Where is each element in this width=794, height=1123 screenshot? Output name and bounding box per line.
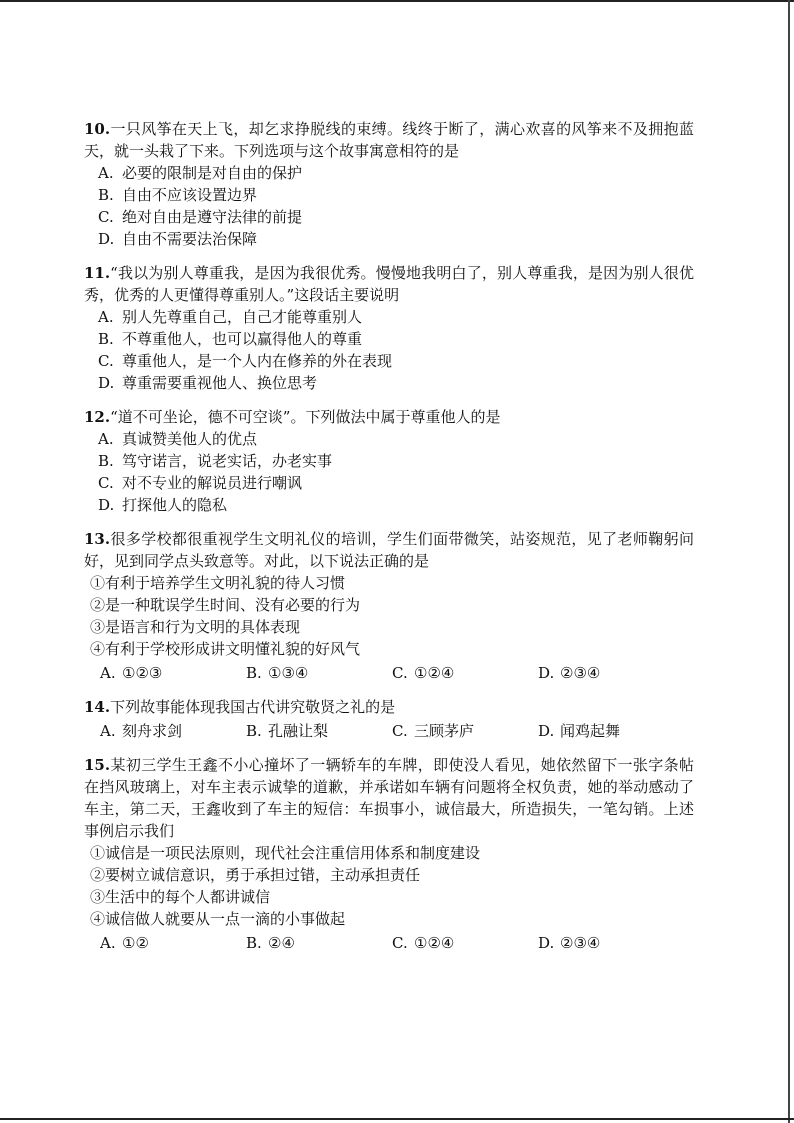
option-text: ②③④ — [560, 664, 601, 682]
stem-text: 一只风筝在天上飞，却乞求挣脱线的束缚。线终于断了，满心欢喜的风筝来不及拥抱蓝天，就一头栽了下来。下列选项与这个故事寓意相符的是 — [84, 120, 694, 160]
statement-4: ④有利于学校形成讲文明懂礼貌的好风气 — [90, 640, 361, 658]
page-edge-top — [0, 0, 794, 2]
page-edge-right — [788, 0, 790, 1123]
stem-text: 下列故事能体现我国古代讲究敬贤之礼的是 — [110, 698, 396, 716]
option-text: 别人先尊重自己，自己才能尊重别人 — [122, 308, 363, 326]
question-15 — [84, 754, 694, 954]
option-text: 闻鸡起舞 — [560, 722, 621, 740]
choice-a — [100, 720, 246, 742]
option-letter: C. — [98, 352, 114, 370]
question-stem — [84, 528, 694, 572]
question-stem — [84, 262, 694, 306]
option-text: ②④ — [268, 934, 295, 952]
question-stem — [84, 754, 694, 842]
option-text: 尊重他人，是一个人内在修养的外在表现 — [122, 352, 393, 370]
question-12 — [84, 406, 694, 516]
question-13 — [84, 528, 694, 684]
option-text: 笃守诺言，说老实话，办老实事 — [122, 452, 333, 470]
question-stem — [84, 406, 694, 428]
option-text: ①③④ — [268, 664, 309, 682]
option-text: 对不专业的解说员进行嘲讽 — [122, 474, 303, 492]
question-11 — [84, 262, 694, 394]
question-number: 15. — [84, 756, 111, 774]
option-text: ②③④ — [560, 934, 601, 952]
option-a — [84, 428, 694, 450]
choice-c — [392, 662, 538, 684]
option-letter: B. — [246, 664, 262, 682]
option-text: 不尊重他人，也可以赢得他人的尊重 — [122, 330, 363, 348]
option-text: 必要的限制是对自由的保护 — [122, 164, 303, 182]
choice-row — [84, 662, 694, 684]
question-number: 11. — [84, 264, 111, 282]
choice-row — [84, 932, 694, 954]
option-letter: A. — [100, 664, 116, 682]
option-c — [84, 350, 694, 372]
choice-c — [392, 720, 538, 742]
option-b — [84, 328, 694, 350]
statement-4: ④诚信做人就要从一点一滴的小事做起 — [90, 910, 346, 928]
question-number: 10. — [84, 120, 111, 138]
question-number: 14. — [84, 698, 111, 716]
option-text: 打探他人的隐私 — [122, 496, 228, 514]
option-letter: A. — [98, 430, 114, 448]
option-letter: D. — [98, 496, 115, 514]
statement-1: ①有利于培养学生文明礼貌的待人习惯 — [90, 574, 346, 592]
option-letter: B. — [98, 186, 114, 204]
option-letter: B. — [98, 330, 114, 348]
statement-2: ②要树立诚信意识，勇于承担过错，主动承担责任 — [90, 866, 421, 884]
option-d — [84, 228, 694, 250]
option-letter: B. — [246, 934, 262, 952]
option-letter: B. — [246, 722, 262, 740]
option-text: 尊重需要重视他人、换位思考 — [122, 374, 318, 392]
statement-2: ②是一种耽误学生时间、没有必要的行为 — [90, 596, 361, 614]
option-text: ①②③ — [122, 664, 163, 682]
question-10 — [84, 118, 694, 250]
option-c — [84, 472, 694, 494]
choice-a — [100, 932, 246, 954]
question-14 — [84, 696, 694, 742]
question-stem — [84, 696, 694, 718]
statement-3: ③生活中的每个人都讲诚信 — [90, 888, 271, 906]
option-text: 三顾茅庐 — [414, 722, 475, 740]
question-number: 12. — [84, 408, 111, 426]
stem-text: 很多学校都很重视学生文明礼仪的培训，学生们面带微笑，站姿规范，见了老师鞠躬问好，见到同学点头致意等。对此，以下说法正确的是 — [84, 530, 694, 570]
statement-3: ③是语言和行为文明的具体表现 — [90, 618, 301, 636]
option-c — [84, 206, 694, 228]
question-number: 13. — [84, 530, 111, 548]
option-letter: A. — [98, 308, 114, 326]
choice-d — [538, 932, 684, 954]
page-edge-bottom — [0, 1118, 794, 1120]
option-letter: A. — [100, 722, 116, 740]
choice-b — [246, 720, 392, 742]
choice-row — [84, 720, 694, 742]
option-letter: C. — [98, 208, 114, 226]
option-letter: A. — [98, 164, 114, 182]
option-letter: A. — [100, 934, 116, 952]
option-d — [84, 494, 694, 516]
option-letter: C. — [392, 722, 408, 740]
choice-b — [246, 662, 392, 684]
option-text: 孔融让梨 — [268, 722, 329, 740]
choice-d — [538, 662, 684, 684]
choice-b — [246, 932, 392, 954]
stem-text: “我以为别人尊重我，是因为我很优秀。慢慢地我明白了，别人尊重我，是因为别人很优秀，优秀的人更懂得尊重别人。”这段话主要说明 — [84, 264, 694, 304]
option-text: 刻舟求剑 — [122, 722, 183, 740]
stem-text: 某初三学生王鑫不小心撞坏了一辆轿车的车牌，即使没人看见，她依然留下一张字条帖在挡风玻璃上，对车主表示诚挚的道歉，并承诺如车辆有问题将全权负责，她的举动感动了车主，第二天，王鑫收到了车主的短信：车损事小，诚信最大，所造损失，一笔勾销。上述事例启示我们 — [84, 756, 694, 840]
option-text: ①②④ — [414, 934, 455, 952]
option-letter: D. — [538, 664, 555, 682]
option-letter: D. — [538, 934, 555, 952]
choice-d — [538, 720, 684, 742]
exam-content — [84, 118, 694, 966]
statement-1: ①诚信是一项民法原则，现代社会注重信用体系和制度建设 — [90, 844, 481, 862]
option-b — [84, 184, 694, 206]
stem-text: “道不可坐论，德不可空谈”。下列做法中属于尊重他人的是 — [110, 408, 501, 426]
option-letter: B. — [98, 452, 114, 470]
option-a — [84, 306, 694, 328]
option-letter: C. — [392, 664, 408, 682]
choice-c — [392, 932, 538, 954]
option-letter: C. — [392, 934, 408, 952]
option-text: 自由不需要法治保障 — [122, 230, 258, 248]
choice-a — [100, 662, 246, 684]
option-text: ①② — [122, 934, 149, 952]
option-text: 真诚赞美他人的优点 — [122, 430, 258, 448]
option-letter: C. — [98, 474, 114, 492]
option-d — [84, 372, 694, 394]
option-a — [84, 162, 694, 184]
option-letter: D. — [98, 374, 115, 392]
option-text: 绝对自由是遵守法律的前提 — [122, 208, 303, 226]
question-stem — [84, 118, 694, 162]
option-letter: D. — [98, 230, 115, 248]
option-b — [84, 450, 694, 472]
option-text: ①②④ — [414, 664, 455, 682]
option-text: 自由不应该设置边界 — [122, 186, 258, 204]
option-letter: D. — [538, 722, 555, 740]
